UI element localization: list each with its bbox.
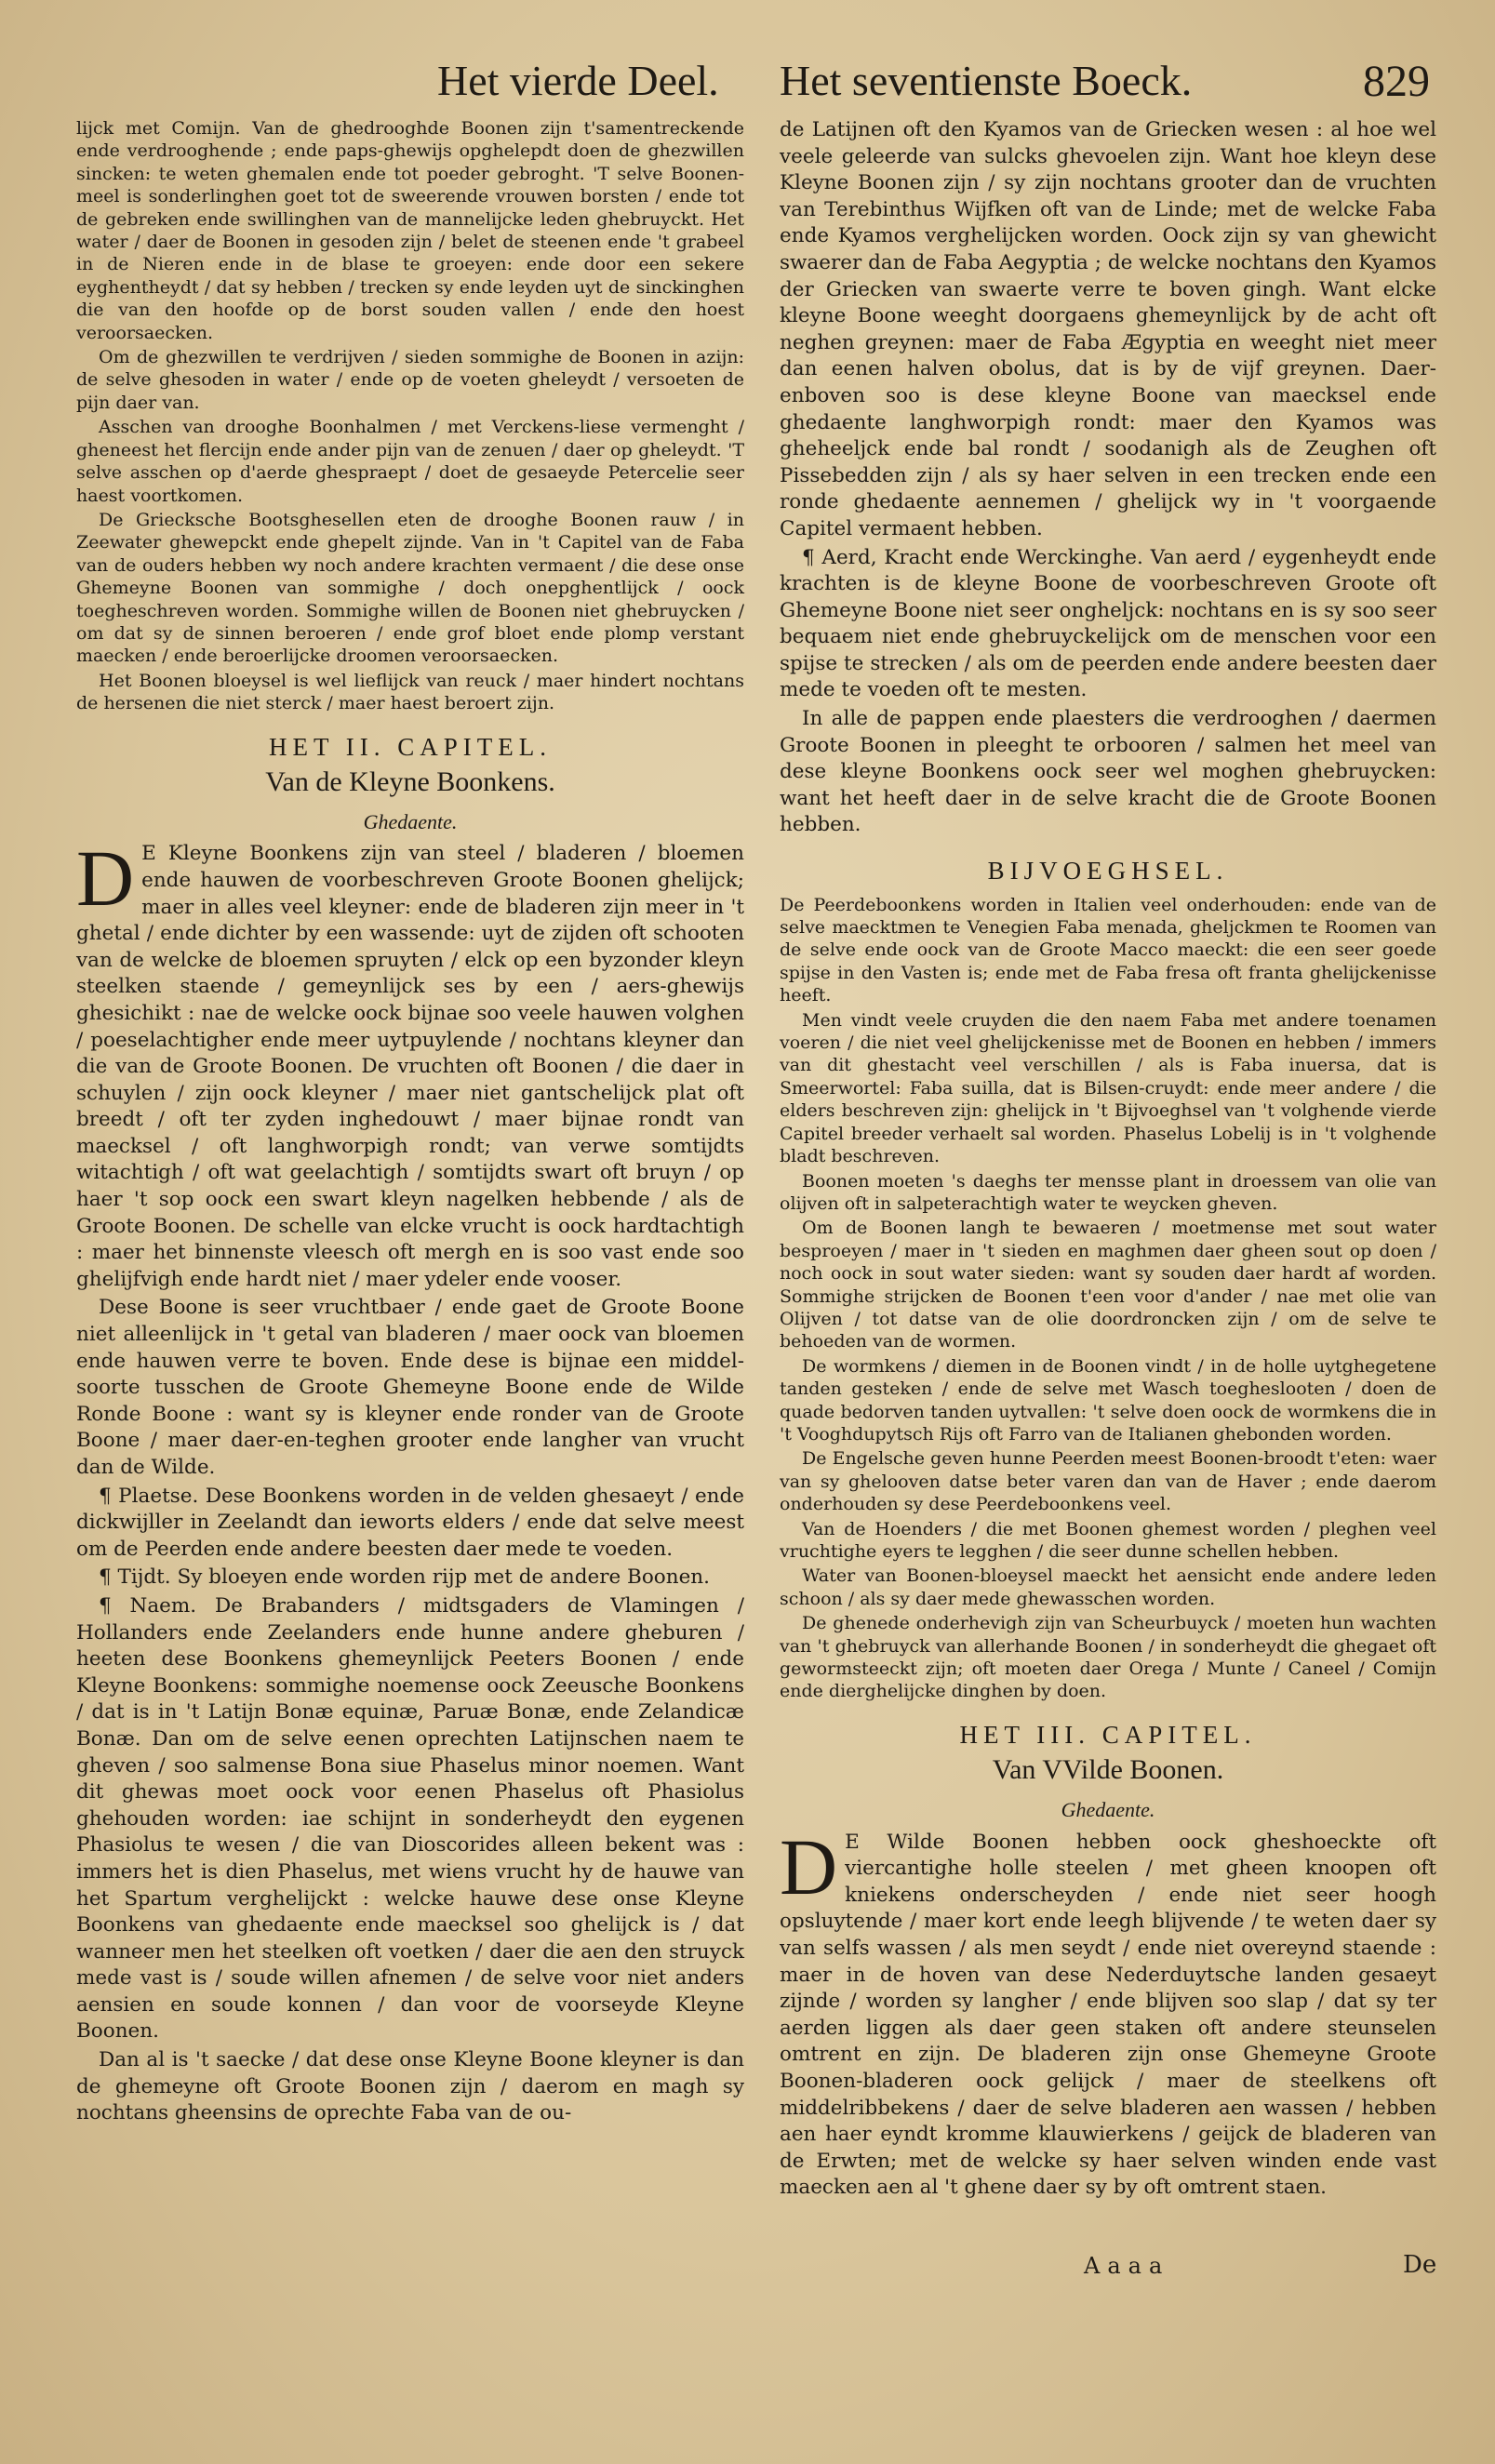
section-subhead: Ghedaente. (363, 809, 458, 833)
paragraph (780, 1821, 1436, 2202)
running-head-left: Het vierde Deel. (437, 57, 719, 104)
paragraph: De Engelsche geven hunne Peerden meest Boonen-broodt t'eten: waer van sy ghelooven datse beter varen dan van de Haver ; ende daerom onderhouden sy dese Peerdeboonkens veel. (780, 1448, 1436, 1515)
paragraph: De ghenede onderhevigh zijn van Scheurbuyck / moeten hun wachten van 't ghebruyck van allerhande Boonen / in sonderheydt die ghegaet oft gewormsteeckt zijn; oft moeten daer Orega / Munte / Caneel / Comijn ende dierghelijcke dinghen by doen. (780, 1613, 1436, 1702)
chapter-title: Van de Kleyne Boonkens. (265, 766, 555, 798)
paragraph: Dan al is 't saecke / dat dese onse Kleyne Boone kleyner is dan de ghemeyne oft Groote Boonen zijn / daerom en magh sy nochtans gheensins de oprechte Faba van de ou- (76, 2048, 744, 2125)
left-top-text (76, 117, 744, 715)
paragraph: Boonen moeten 's daeghs ter mensse plant in droessem van olie van olijven oft in salpeterachtigh water te weycken gheven. (780, 1170, 1436, 1214)
paragraph-text: E Wilde Boonen hebben oock gheshoeckte oft viercantighe holle steelen / met gheen knoopen oft kniekens onderscheyden / ende niet seer hoogh opsluytende / maer kort ende leegh blijvende / te weten daer sy van selfs wassen / als men seydt / ende niet overeynd staende : maer in de hoven van dese Nederduytsche landen gesaeyt zijnde / worden sy langher / ende blijven soo slap / dat sy ter aerden liggen als daer geen staken oft andere steunselen omtrent en zijn. De bladeren zijn onse Ghemeyne Groote Boonen-bladeren oock gelijck / maer de steelkens oft middelribbekens / daer de selve bladeren aen wassen / hebben aen haer eyndt kromme klauwierkens / geijck de bladeren van de Erwten; met de welcke sy haer selven winden ende vast maecken aen al 't ghene daer sy by oft omtrent staen. (780, 1830, 1436, 2200)
paragraph: ¶ Tijdt. Sy bloeyen ende worden rijp met de andere Boonen. (99, 1565, 710, 1590)
catchword: De (1403, 2251, 1437, 2279)
paragraph: In alle de pappen ende plaesters die verdrooghen / daermen Groote Boonen in pleeght te orbooren / salmen het meel van dese kleyne Boonkens oock seer wel moghen ghebruycken: want het heeft daer in de selve kracht die de Groote Boonen hebben. (780, 707, 1436, 837)
paragraph: De wormkens / diemen in de Boonen vindt / in de holle uytghegetene tanden gesteken / ende de selve met Wasch toegheslooten / doen de quade bedorven tanden uytvallen: 't selve doen oock de wormkens die in 't Vooghdupytsch Rijs oft Farro van de Italianen ghebonden worden. (780, 1355, 1436, 1445)
paragraph-text: E Kleyne Boonkens zijn van steel / bladeren / bloemen ende hauwen de voorbeschreven Groote Boonen ghelijck; maer in alles veel kleyner: ende de bladeren zijn meer in 't ghetal / ende dichter by een wassende: uyt de zijden oft schooten van de welcke de bloemen spruyten / elck op een byzonder kleyn steelken staende / gemeynlijck ses by een / aers-ghewijs ghesichikt : nae de welcke oock bijnae soo veele hauwen volghen / poeselachtigher ende meer uytpuylende / nochtans kleyner dan die van de Groote Boonen. De vruchten oft Boonen / die daer in schuylen / zijn oock kleyner / maer niet gantschelijck plat oft breedt / oft ter zyden inghedouwt / maer bijnae rondt van maecksel / oft langhworpigh rondt; van verwe somtijdts witachtigh / oft wat geelachtigh / somtijdts swart oft bruyn / op haer 't sop oock een swart kleyn nagelken hebbende / als de Groote Boonen. De schelle van elcke vrucht is oock hardtachtigh : maer het binnenste vleesch oft mergh en is soo vast ende soo ghelijfvigh ende hardt niet / maer ydeler ende vooser. (76, 842, 744, 1291)
bijvoeghsel-heading: BIJVOEGHSEL. (987, 857, 1229, 886)
chapter-title: Van VVilde Boonen. (992, 1754, 1224, 1786)
right-column (780, 117, 1436, 2204)
running-head-right: Het seventienste Boeck. (780, 57, 1193, 104)
paragraph: Dese Boone is seer vruchtbaer / ende gaet de Groote Boone niet alleenlijck in 't getal van bladeren / maer oock van bloemen ende hauwen verre te boven. Ende dese is bijnae een middel-soorte tusschen de Groote Ghemeyne Boone ende de Wilde Ronde Boone : want sy is kleyner ende ronder van de Groote Boone / maer daer-en-teghen grooter ende langher van vrucht dan de Wilde. (76, 1296, 744, 1479)
paragraph: Om de Boonen langh te bewaeren / moetmense met sout water besproeyen / maer in 't sieden en maghmen daer gheen sout op doen / noch oock in sout water sieden: want sy souden daer hardt af worden. Sommighe strijcken de Boonen t'een voor d'ander / nae met olie van Olijven / tot datse van de olie doordroncken zijn / om de selve te behoeden van de wormen. (780, 1218, 1436, 1352)
paragraph: ¶ Aerd, Kracht ende Werckinghe. Van aerd / eygenheydt ende krachten is de kleyne Boone de voorbeschreven Groote oft Ghemeyne Boone niet seer ongheljck: nochtans en is sy soo seer bequaem niet ende ghebruyckelijck om de menschen voor een spijse te strecken / als om de peerden ende andere beesten daer mede te voeden oft te mesten. (780, 545, 1436, 702)
paragraph: Van de Hoenders / die met Boonen ghemest worden / pleghen veel vruchtighe eyers te legghen / die seer dunne schellen hebben. (780, 1518, 1436, 1562)
paragraph: ¶ Naem. De Brabanders / midtsgaders de Vlamingen / Hollanders ende Zeelanders ende hunne andere gheburen / heeten dese Boonkens ghemeynlijck Peeters Boonen / ende Kleyne Boonkens: sommighe noemense oock Zeeusche Boonkens / dat is in 't Latijn Bonæ equinæ, Paruæ Bonæ, ende Zelandicæ Bonæ. Dan om de selve eenen oprechten Latijnschen naem te gheven / soo salmense Bona siue Phaselus minor noemen. Want dit ghewas moet oock voor eenen Phaselus oft Phasiolus ghehouden worden: iae schijnt in sonderheydt den eygenen Phasiolus te wesen / die van Dioscorides alleen bekent was : immers het is dien Phaselus, met wiens vrucht hy de hauwe van het Spartum verghelijckt : welcke hauwe dese onse Kleyne Boonkens van ghedaente ende maecksel soo ghelijck is / dat wanneer men het steelken oft voetken / daer die aen den struyck mede vast is / soude willen afnemen / de selve voor niet anders aensien en soude konnen / dan voor de voorseyde Kleyne Boonen. (76, 1593, 744, 2044)
bijvoeghsel-text (780, 894, 1436, 1703)
section-subhead: Ghedaente. (1061, 1798, 1155, 1822)
paragraph (76, 833, 744, 1293)
chapter-label: HET III. CAPITEL. (959, 1720, 1257, 1749)
paragraph: ¶ Plaetse. Dese Boonkens worden in de velden ghesaeyt / ende dickwijller in Zeelandt dan ieworts elders / ende dat selve meest om de Peerden ende andere beesten daer mede te voeden. (76, 1484, 744, 1561)
paragraph: de Latijnen oft den Kyamos van de Griecken wesen : al hoe wel veele geleerde van sulcks ghevoelen zijn. Want hoe kleyn dese Kleyne Boonen zijn / sy zijn nochtans grooter dan de vruchten van Terebinthus Wijfken oft van de Linde; met de welcke Faba ende Kyamos verghelijcken worden. Oock zijn sy van ghewicht swaerer dan de Faba Aegyptia ; de welcke nochtans den Kyamos der Griecken van swaerte verre te boven gingh. Want elcke kleyne Boone weeght doorgaens ghemeynlijck by de acht oft neghen greynen: maer de Faba Ægyptia en weeght niet meer dan eenen halven obolus, dat is by de vijf greynen. Daer-enboven soo is dese kleyne Boone van maecksel ende ghedaente langhworpigh rondt: maer den Kyamos was gheheeljck ende bal rondt / soodanigh als de Zeughen oft Pissebedden zijn / als sy haer selven in een trecken ende een ronde ghedaente aennemen / ghelijck wy in 't voorgaende Capitel vermaent hebben. (780, 118, 1436, 540)
paragraph: Asschen van drooghe Boonhalmen / met Verckens-liese vermenght / gheneest het flercijn ende ander pijn van de zenuen / daer op gheleydt. 'T selve asschen op d'aerde ghespraept / doet de gesaeyde Petercelie seer haest voortkomen. (76, 417, 744, 506)
paragraph: Om de ghezwillen te verdrijven / sieden sommighe de Boonen in azijn: de selve ghesoden in water / ende op de voeten gheleydt / versoeten de pijn daer van. (76, 347, 744, 413)
paragraph: Water van Boonen-bloeysel maeckt het aensicht ende andere leden schoon / als sy daer mede ghewasschen worden. (780, 1565, 1436, 1609)
paragraph: lijck met Comijn. Van de ghedrooghde Boonen zijn t'samentreckende ende verdrooghende ; ende paps-ghewijs opghelepdt doen de ghezwillen sincken: te weten ghemalen ende tot poeder gebroght. 'T selve Boonen-meel is sonderlinghen goet tot de sweerende vrouwen borsten / ende tot de gebreken ende swillinghen van de mannelijcke leden ghebruyckt. Het water / daer de Boonen in gesoden zijn / belet de steenen ende 't grabeel in de Nieren ende in de blase te groeyen: ende door een sekere eyghentheydt / dat sy hebben / trecken sy ende leyden uyt de sinckinghen die van den hoofde op de borst souden vallen / ende den hoest veroorsaecken. (76, 118, 744, 343)
signature-mark: Aaaa (1084, 2253, 1170, 2279)
paragraph: De Griecksche Bootsghesellen eten de drooghe Boonen rauw / in Zeewater ghewepckt ende ghepelt zijnde. Van in 't Capitel van de Faba van de ouders hebben wy noch andere krachten vermaent / die dese onse Ghemeyne Boonen van sommighe / doch onepghentlijck / oock toegheschreven worden. Sommighe willen de Boonen niet ghebruycken / om dat sy de sinnen beroeren / ende grof bloet ende plomp verstant maecken / ende beroerlijcke droomen veroorsaecken. (76, 509, 744, 667)
paragraph: De Peerdeboonkens worden in Italien veel onderhouden: ende van de selve maecktmen te Venegien Faba menada, gheljckmen te Roomen van de selve ende oock van de Groote Macco maeckt: die een seer goede spijse in den Vasten is; ende met de Faba fresa oft franta ghelijckenisse heeft. (780, 894, 1436, 1006)
running-head (0, 56, 1495, 112)
drop-cap: D (76, 833, 135, 924)
page-number: 829 (1363, 57, 1430, 106)
paragraph: Het Boonen bloeysel is wel lieflijck van reuck / maer hindert nochtans de hersenen die niet sterck / maer haest beroert zijn. (76, 670, 744, 714)
drop-cap: D (780, 1821, 838, 1911)
paragraph: Men vindt veele cruyden die den naem Faba met andere toenamen voeren / die niet veel ghelijckenisse met de Boonen en hebben / immers van dit ghestacht veel verschillen / als is Faba inuersa, dat is Smeerwortel: Faba suilla, dat is Bilsen-cruydt: ende meer andere / die elders beschreven zijn: ghelijck in 't Bijvoeghsel van 't volghende vierde Capitel breeder verhaelt sal worden. Phaselus Lobelij is in 't volghende bladt beschreven. (780, 1009, 1436, 1167)
left-column (76, 117, 744, 2129)
chapter-label: HET II. CAPITEL. (269, 732, 552, 761)
